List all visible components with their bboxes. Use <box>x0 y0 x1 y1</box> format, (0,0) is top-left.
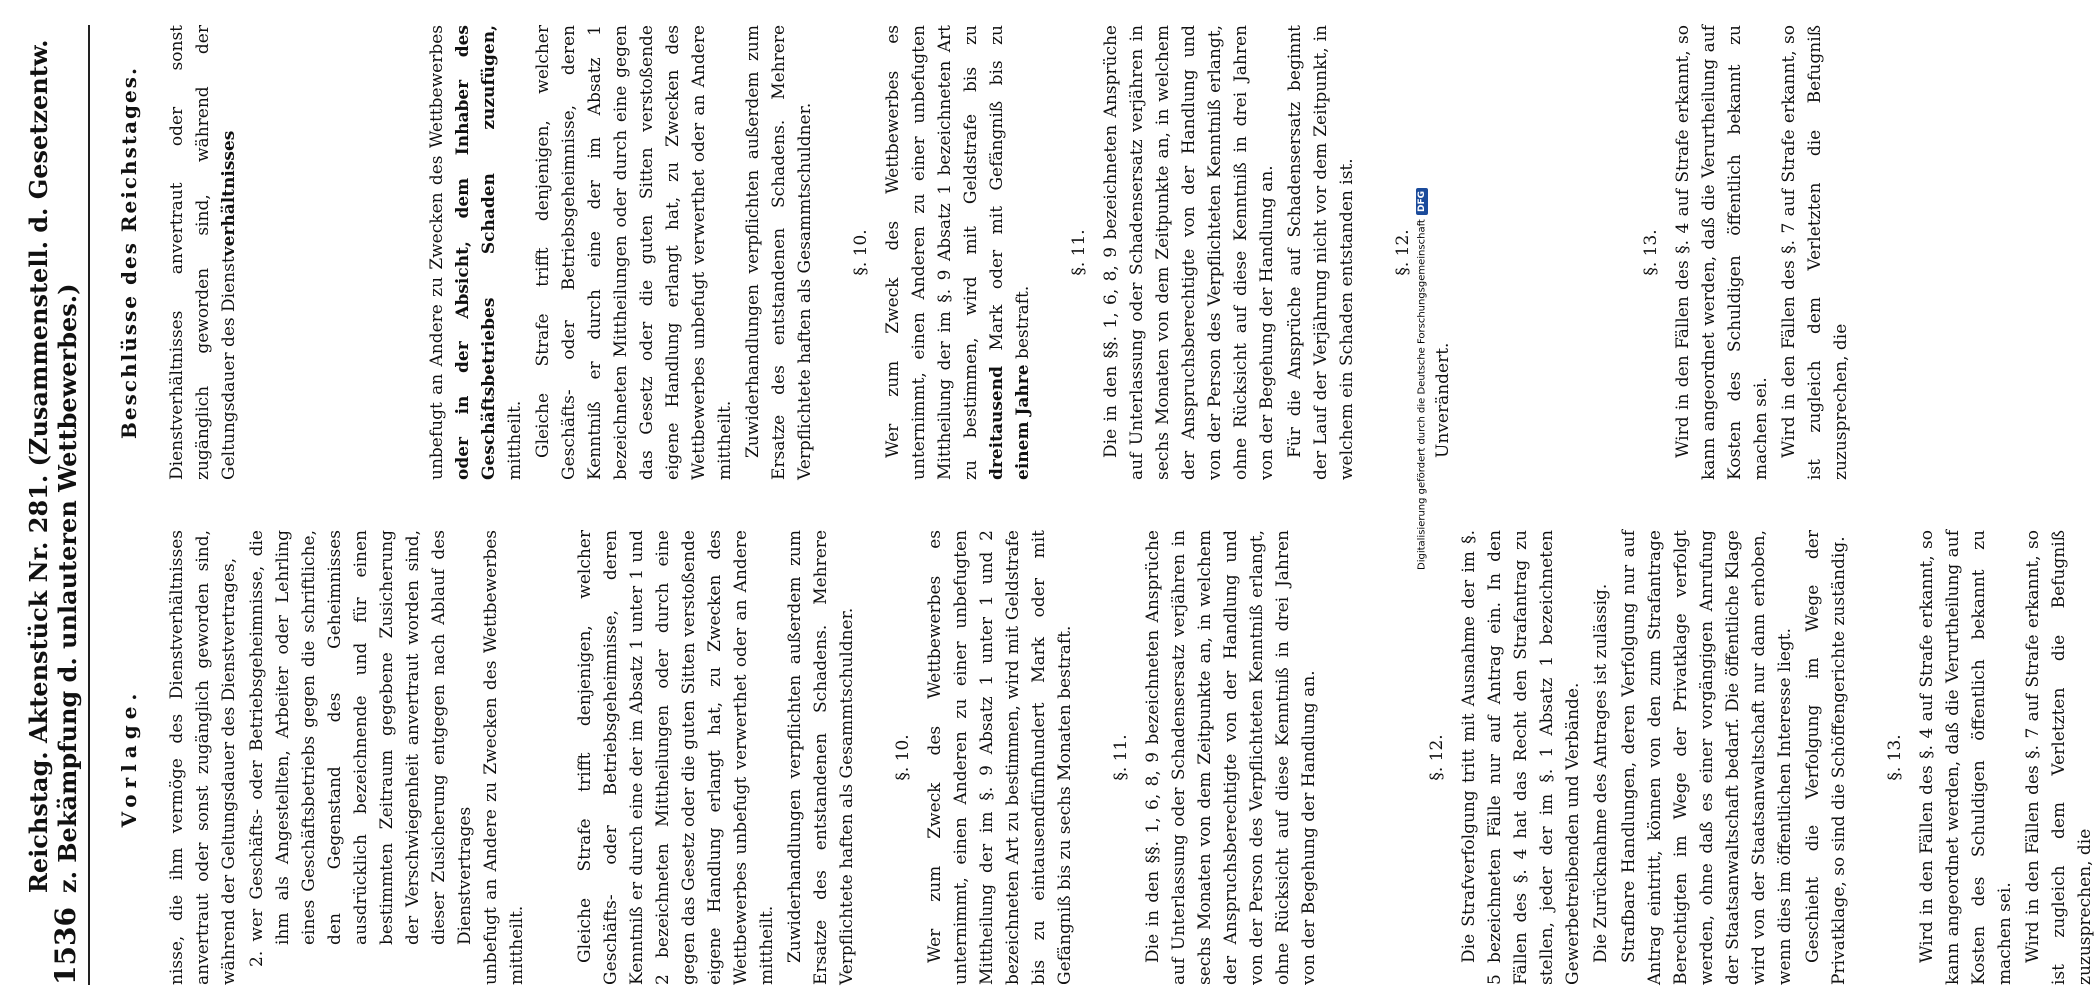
section-heading: §. 12. <box>1393 229 1413 276</box>
text-span: Mark oder mit Gefängniß bis zu <box>987 25 1007 367</box>
bold-text: einem Jahre <box>1013 364 1033 480</box>
column-title-beschluesse: Beschlüsse des Reichstages. <box>117 66 141 439</box>
paragraph: Wird in den Fällen des §. 7 auf Strafe erkannt, so ist zugleich dem Verletzten die Befugniß zuzusprechen, die <box>1779 25 1851 480</box>
paragraph: Die in den §§. 1, 6, 8, 9 bezeichneten Ansprüche auf Unterlassung oder Schadensersatz verjähren in sechs Monaten von dem Zeitpunkte an, in welchem der Anspruchsberechtigte von der Handlung und von der Person des Verpflichteten Kenntniß erlangt, ohne Rücksicht auf diese Kenntniß in drei Jahren von der Begehung der Handlung an. <box>1101 25 1277 480</box>
digitization-note <box>1416 10 1428 570</box>
section-heading: §. 10. <box>851 229 871 276</box>
section-heading: §. 13. <box>1885 734 1905 781</box>
paragraph <box>164 25 242 480</box>
column-title-vorlage: Vorlage. <box>117 687 141 828</box>
paragraph: nisse, die ihm vermöge des Dienstverhältnisses anvertraut oder sonst zugänglich geworden sind, während der Geltungsdauer des Dienstvertrages, <box>167 530 239 985</box>
paragraph: Die Strafverfolgung tritt mit Ausnahme der im §. 5 bezeichneten Fälle nur auf Antrag ein. In den Fällen des §. 4 hat das Recht den Strafantrag zu stellen, jeder der im §. 1 Absatz 1 bezeichneten Gewerbetreibenden und Verbände. <box>1459 530 1583 985</box>
header-title: Reichstag. Aktenstück Nr. 281. (Zusammenstell. d. Gesetzentw. z. Bekämpfung d. unlauteren Wettbewerbes.) <box>24 39 82 894</box>
paragraph: Wird in den Fällen des §. 7 auf Strafe erkannt, so ist zugleich dem Verletzten die Befugniß zuzusprechen, die <box>2023 530 2095 985</box>
paragraph: Gleiche Strafe trifft denjenigen, welcher Geschäfts- oder Betriebsgeheimnisse, deren Kenntniß er durch eine der im Absatz 1 unter 1 und 2 bezeichneten Mittheilungen oder durch eine gegen das Gesetz oder die guten Sitten verstoßende eigene Handlung erlangt hat, zu Zwecken des Wettbewerbes unbefugt verwerthet oder an Andere mittheilt. <box>575 530 777 985</box>
section-heading: §. 10. <box>893 734 913 781</box>
text-span: bestraft. <box>1013 285 1033 365</box>
paragraph: Gleiche Strafe trifft denjenigen, welcher Geschäfts- oder Betriebsgeheimnisse, deren Kenntniß er durch eine der im Absatz 1 bezeichneten Mittheilungen oder durch eine gegen das Gesetz oder die guten Sitten verstoßende eigene Handlung erlangt hat, zu Zwecken des Wettbewerbes unbefugt verwerthet oder an Andere mittheilt. <box>533 25 735 480</box>
dfg-logo: DFG <box>1416 188 1428 215</box>
paragraph <box>424 25 528 480</box>
unchanged-note: Unverändert. <box>1433 342 1453 458</box>
paragraph: Wer zum Zweck des Wettbewerbes es unternimmt, einen Anderen zu einer unbefugten Mittheilung der im §. 9 Absatz 1 unter 1 und 2 bezeichneten Art zu bestimmen, wird mit Geldstrafe bis zu eintausendfünfhundert Mark oder mit Gefängniß bis zu sechs Monaten bestraft. <box>925 530 1075 985</box>
bold-text: dreitausend <box>987 366 1007 480</box>
text-span: unbefugt an Andere zu Zwecken des Wettbewerbes <box>427 25 447 480</box>
column-vorlage <box>110 530 2095 985</box>
section-heading: §. 11. <box>1069 229 1089 276</box>
paragraph: Wird in den Fällen des §. 4 auf Strafe erkannt, so kann angeordnet werden, daß die Verurtheilung auf Kosten des Schuldigen öffentlich bekannt zu machen sei. <box>1673 25 1771 480</box>
paragraph: Die in den §§. 1, 6, 8, 9 bezeichneten Ansprüche auf Unterlassung oder Schadensersatz verjähren in sechs Monaten von dem Zeitpunkte an, in welchem der Anspruchsberechtigte von der Handlung und von der Person des Verpflichteten Kenntniß erlangt, ohne Rücksicht auf diese Kenntniß in drei Jahren von der Begehung der Handlung an. <box>1143 530 1319 985</box>
section-heading: §. 11. <box>1111 734 1131 781</box>
page-header <box>24 25 90 985</box>
page-number: 1536 <box>49 907 82 985</box>
paragraph: Zuwiderhandlungen verpflichten außerdem zum Ersatze des entstandenen Schadens. Mehrere Verpflichtete haften als Gesammtschuldner. <box>743 25 815 480</box>
paragraph: Zuwiderhandlungen verpflichten außerdem zum Ersatze des entstandenen Schadens. Mehrere Verpflichtete haften als Gesammtschuldner. <box>785 530 857 985</box>
text-span: mittheilt. <box>505 400 525 480</box>
bold-text: oder in der Absicht, dem Inhaber des Geschäftsbetriebes Schaden zuzufügen, <box>453 25 499 480</box>
paragraph: Strafbare Handlungen, deren Verfolgung nur auf Antrag eintritt, können von den zum Strafantrage Berechtigten im Wege der Privatklage verfolgt werden, ohne daß es einer vorgängigen Anrufung der Staatsanwaltschaft bedarf. Die öffentliche Klage wird von der Staatsanwaltschaft nur dann erhoben, wenn dies im öffentlichen Interesse liegt. <box>1619 530 1795 985</box>
list-item: 2. wer Geschäfts- oder Betriebsgeheimnisse, die ihm als Angestellten, Arbeiter oder Lehrling eines Geschäftsbetriebs gegen die schriftliche, den Gegenstand des Geheimnisses ausdrücklich bezeichnende und für einen bestimmten Zeitraum gegebene Zusicherung der Verschwiegenheit anvertraut worden sind, dieser Zusicherung entgegen nach Ablauf des Dienstvertrages <box>247 530 475 967</box>
section-heading: §. 13. <box>1641 229 1661 276</box>
digitization-note-text: Digitalisierung gefördert durch die Deutsche Forschungsgemeinschaft <box>1416 219 1428 570</box>
paragraph: Die Zurücknahme des Antrages ist zulässig. <box>1591 583 1611 963</box>
paragraph: Für die Ansprüche auf Schadensersatz beginnt der Lauf der Verjährung nicht vor dem Zeitpunkt, in welchem ein Schaden entstanden ist. <box>1285 25 1357 480</box>
bold-text: verhältnisses <box>219 130 239 257</box>
section-heading: §. 12. <box>1427 734 1447 781</box>
text-span: Dienstverhältnisses anvertraut oder sonst zugänglich geworden sind, während der Geltungsdauer des Dienst <box>167 25 239 480</box>
text-span: Wer zum Zweck des Wettbewerbes es unternimmt, einen Anderen zu einer unbefugten Mittheilung der im §. 9 Absatz 1 bezeichneten Art zu bestimmen, wird mit Geldstrafe bis zu <box>883 25 981 480</box>
paragraph: Wird in den Fällen des §. 4 auf Strafe erkannt, so kann angeordnet werden, daß die Verurtheilung auf Kosten des Schuldigen öffentlich bekannt zu machen sei. <box>1917 530 2015 985</box>
paragraph: Geschieht die Verfolgung im Wege der Privatklage, so sind die Schöffengerichte zuständig. <box>1803 530 1849 985</box>
paragraph <box>880 25 1036 480</box>
paragraph: unbefugt an Andere zu Zwecken des Wettbewerbes mittheilt. <box>481 530 527 985</box>
